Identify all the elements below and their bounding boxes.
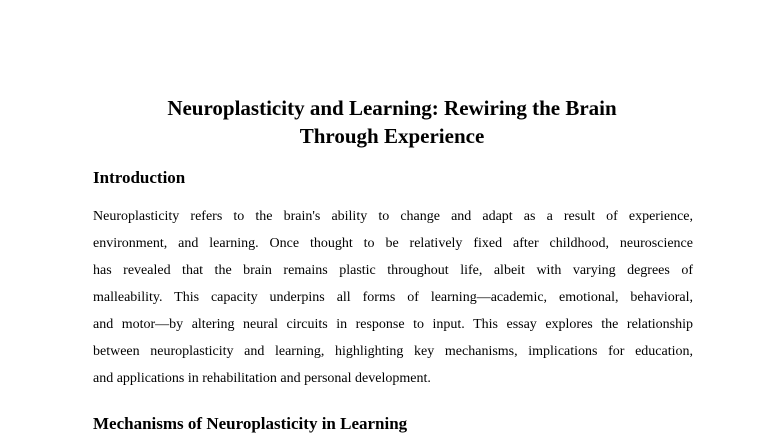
- paragraph-line: malleability. This capacity underpins all forms of learning—academic, emotional, behavioral,: [93, 290, 693, 305]
- section-heading-introduction: Introduction: [93, 168, 186, 187]
- document-title: [92, 94, 692, 150]
- introduction-paragraph: [93, 203, 693, 392]
- paragraph-line: Neuroplasticity refers to the brain's ability to change and adapt as a result of experience,: [93, 209, 693, 224]
- paragraph-line: between neuroplasticity and learning, highlighting key mechanisms, implications for education,: [93, 344, 693, 359]
- section-heading-mechanisms: Mechanisms of Neuroplasticity in Learning: [93, 414, 408, 433]
- paragraph-line: and motor—by altering neural circuits in response to input. This essay explores the relationship: [93, 317, 693, 332]
- paragraph-line: environment, and learning. Once thought to be relatively fixed after childhood, neuroscience: [93, 236, 693, 251]
- title-line-1: Neuroplasticity and Learning: Rewiring the Brain: [167, 96, 617, 120]
- paragraph-line: has revealed that the brain remains plastic throughout life, albeit with varying degrees of: [93, 263, 693, 278]
- title-line-2: Through Experience: [299, 124, 485, 148]
- paragraph-line: and applications in rehabilitation and personal development.: [93, 371, 431, 386]
